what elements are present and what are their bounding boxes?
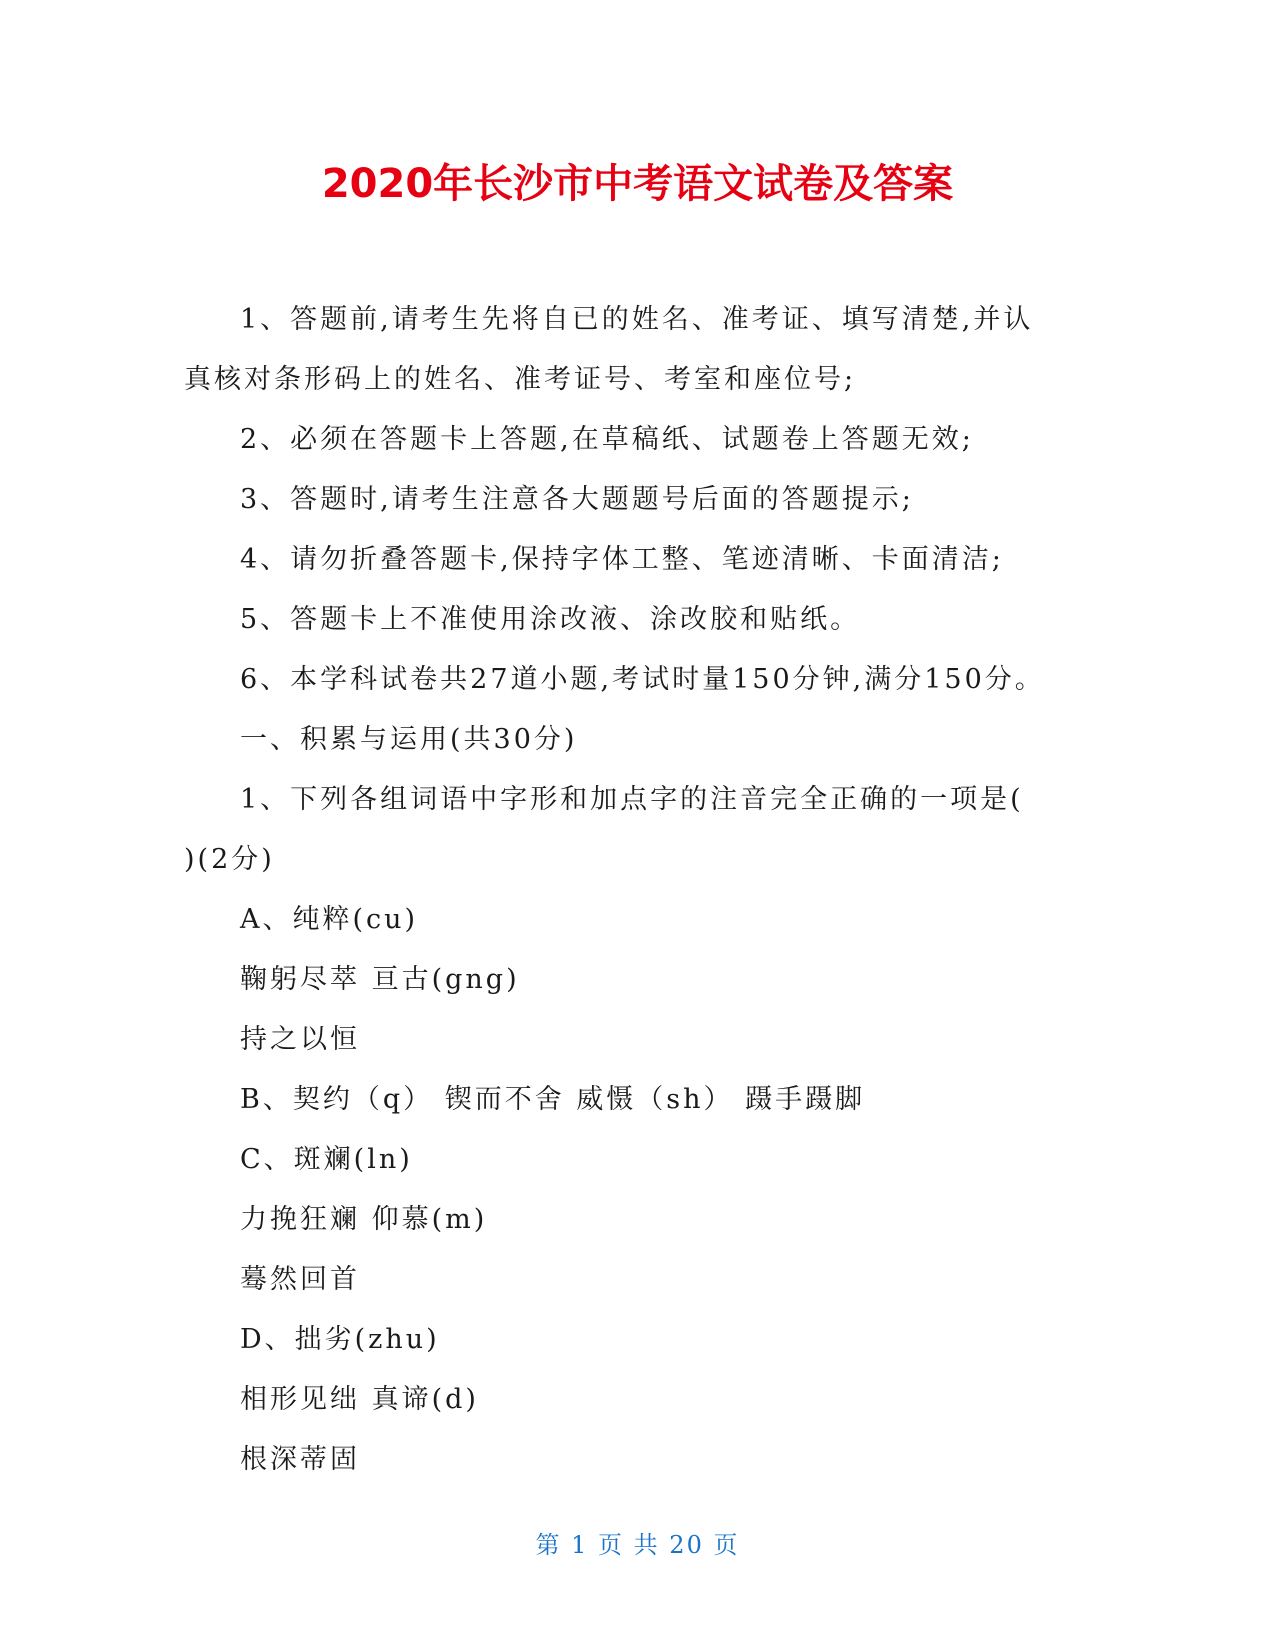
document-title: 2020年长沙市中考语文试卷及答案 bbox=[321, 161, 954, 207]
option-text: B、契约（q） 锲而不舍 威慑（sh） 蹑手蹑脚 bbox=[240, 1084, 866, 1115]
text-line: 6、本学科试卷共27道小题,考试时量150分钟,满分150分。 bbox=[240, 664, 1045, 695]
option-text: 根深蒂固 bbox=[240, 1444, 360, 1475]
option-text: 力挽狂斓 仰慕(m) bbox=[240, 1204, 488, 1235]
option-text: 鞠躬尽萃 亘古(gng) bbox=[240, 964, 520, 995]
option-text: 相形见绌 真谛(d) bbox=[240, 1384, 479, 1415]
option-text: A、纯粹(cu) bbox=[240, 904, 419, 935]
page-number: 第 1 页 共 20 页 bbox=[535, 1531, 740, 1559]
option-text: 蓦然回首 bbox=[240, 1264, 360, 1295]
option-text: C、斑斓(ln) bbox=[240, 1144, 413, 1175]
section-heading: 一、积累与运用(共30分) bbox=[240, 724, 578, 755]
text-line: 5、答题卡上不准使用涂改液、涂改胶和贴纸。 bbox=[240, 604, 861, 635]
text-line: 真核对条形码上的姓名、准考证号、考室和座位号; bbox=[184, 364, 857, 395]
text-line: 2、必须在答题卡上答题,在草稿纸、试题卷上答题无效; bbox=[240, 424, 974, 455]
option-text: 持之以恒 bbox=[240, 1024, 360, 1055]
question-text: )(2分) bbox=[184, 844, 275, 875]
option-text: D、拙劣(zhu) bbox=[240, 1324, 440, 1355]
text-line: 4、请勿折叠答题卡,保持字体工整、笔迹清晰、卡面清洁; bbox=[240, 544, 1004, 575]
text-line: 3、答题时,请考生注意各大题题号后面的答题提示; bbox=[240, 484, 914, 515]
document-body bbox=[184, 290, 1084, 1490]
text-line: 1、答题前,请考生先将自已的姓名、准考证、填写清楚,并认 bbox=[240, 304, 1034, 335]
question-text: 1、下列各组词语中字形和加点字的注音完全正确的一项是( bbox=[240, 784, 1024, 815]
